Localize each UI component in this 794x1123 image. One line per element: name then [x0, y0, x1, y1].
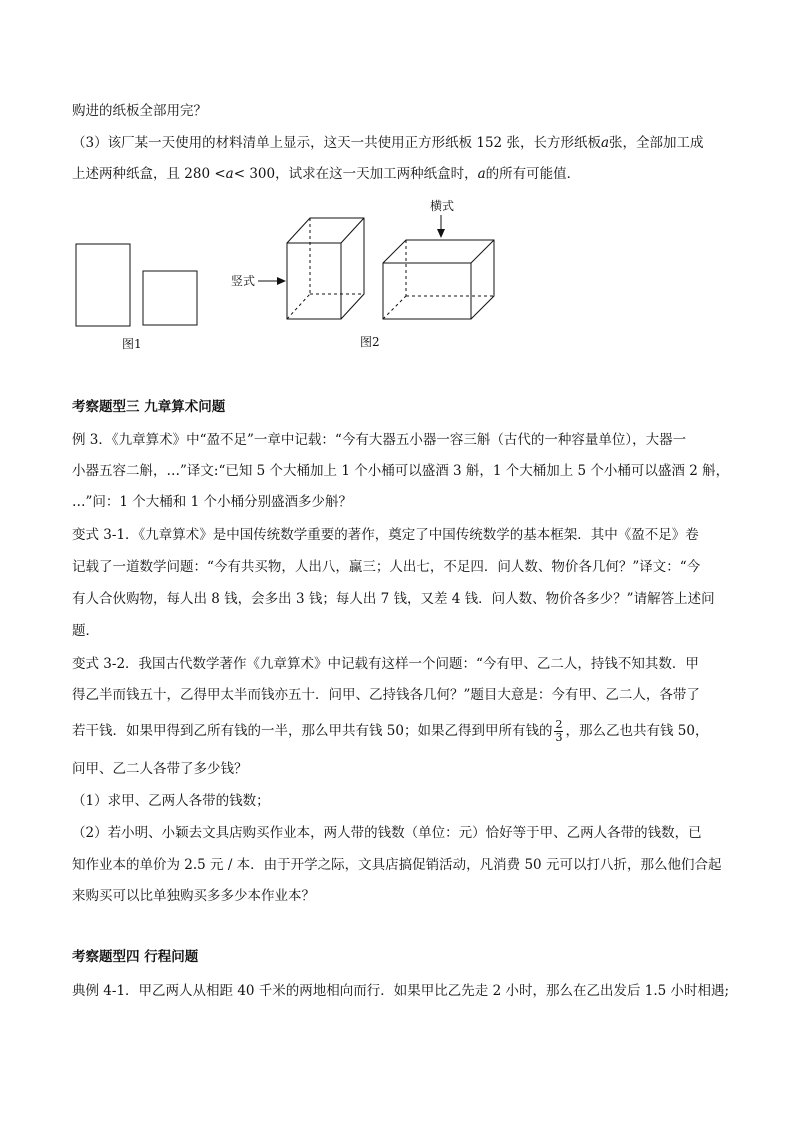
text-line: 购进的纸板全部用完？: [72, 103, 207, 119]
text-line: 问甲、乙二人各带了多少钱？: [72, 761, 248, 777]
text-line: [72, 717, 708, 745]
text-line: 小器五容二斛，…”译文:“已知 5 个大桶加上 1 个小桶可以盛酒 3 斛，1 个大桶加上 5 个小桶可以盛酒 2 斛，: [72, 463, 730, 479]
figure-1-label: 图1: [122, 337, 142, 351]
arrow-down-icon: [437, 215, 445, 238]
text-line: （1）求甲、乙两人各带的钱数；: [72, 793, 270, 809]
text-segment: 若干钱．如果甲得到乙所有钱的一半，那么甲共有钱 50；如果乙得到甲所有钱的: [72, 723, 553, 739]
text-line: 有人合伙购物，每人出 8 钱，会多出 3 钱；每人出 7 钱，又差 4 钱．问人数、物价各多少？”请解答上述问: [72, 591, 715, 607]
variable-a: a: [600, 135, 610, 151]
text-segment: < 300，试求在这一天加工两种纸盒时，: [233, 166, 478, 182]
horizontal-label: 横式: [430, 199, 455, 213]
text-segment: ，那么乙也共有钱 50，: [565, 723, 709, 739]
text-segment: 上述两种纸盒，且 280 <: [72, 166, 226, 182]
fraction-denominator: 3: [555, 731, 563, 744]
arrow-right-icon: [258, 277, 286, 285]
variable-a: a: [225, 166, 234, 182]
text-line: （2）若小明、小颖去文具店购买作业本，两人带的钱数（单位：元）恰好等于甲、乙两人各带的钱数，已: [72, 825, 702, 841]
text-line: 知作业本的单价为 2.5 元 / 本．由于开学之际，文具店搞促销活动，凡消费 50 元可以打八折，那么他们合起: [72, 857, 722, 873]
figure-2-label: 图2: [360, 335, 380, 349]
text-line: 变式 3-2．我国古代数学著作《九章算术》中记载有这样一个问题：“今有甲、乙二人，持钱不知其数．甲: [72, 656, 699, 672]
fraction-numerator: 2: [555, 718, 563, 731]
text-line: 例 3．《九章算术》中“盈不足”一章中记载：“今有大器五小器一容三斛（古代的一种容量单位），大器一: [72, 432, 687, 448]
variable-a: a: [477, 166, 486, 182]
fraction-two-thirds: [554, 719, 563, 744]
vertical-label: 竖式: [231, 274, 256, 288]
text-line: …”问：1 个大桶和 1 个小桶分别盛酒多少斛？: [72, 494, 352, 510]
paper-box-figure: [0, 0, 794, 360]
text-segment: 的所有可能值．: [485, 166, 581, 182]
text-segment: （3）该厂某一天使用的材料清单上显示，这天一共使用正方形纸板 152 张，长方形纸板: [72, 135, 601, 151]
text-line: 记载了一道数学问题：“今有共买物，人出八，赢三；人出七，不足四．问人数、物价各几何？”译文：“今: [72, 559, 701, 575]
text-segment: 张，全部加工成: [609, 135, 704, 151]
text-line: 变式 3-1．《九章算术》是中国传统数学重要的著作，奠定了中国传统数学的基本框架．其中《盈不足》卷: [72, 527, 699, 543]
square-board: [143, 271, 197, 325]
text-line: 题．: [72, 623, 99, 639]
text-line: 得乙半而钱五十，乙得甲太半而钱亦五十．问甲、乙持钱各几何？”题目大意是：今有甲、乙二人，各带了: [72, 687, 700, 703]
vertical-box: [287, 218, 364, 319]
section-heading: 考察题型三 九章算术问题: [72, 399, 226, 415]
horizontal-box: [383, 240, 494, 319]
rectangle-board: [76, 244, 130, 326]
section-heading: 考察题型四 行程问题: [72, 949, 199, 965]
text-line: 来购买可以比单独购买多多少本作业本？: [72, 888, 315, 904]
text-line: 典例 4-1．甲乙两人从相距 40 千米的两地相向而行．如果甲比乙先走 2 小时，那么在乙出发后 1.5 小时相遇;: [72, 983, 730, 999]
